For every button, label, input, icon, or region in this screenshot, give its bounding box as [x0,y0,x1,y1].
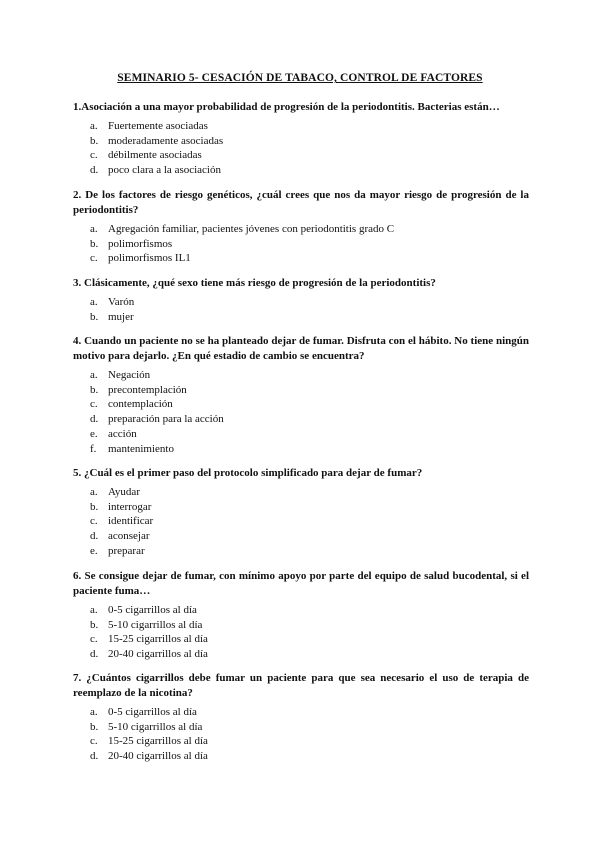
option-list [73,603,529,662]
option-text: 5-10 cigarrillos al día [108,720,203,733]
question-text: 5. ¿Cuál es el primer paso del protocolo simplificado para dejar de fumar? [73,467,423,479]
option-letter: c. [90,515,98,528]
option-letter: a. [90,296,98,308]
question-5 [73,466,529,559]
option-text: identificar [108,515,154,528]
option-letter: b. [90,383,99,396]
option-item [73,119,529,134]
option-text: 0-5 cigarrillos al día [108,604,197,616]
option-letter: e. [90,544,98,557]
option-item [73,163,529,178]
page-title: SEMINARIO 5- CESACIÓN DE TABACO, CONTROL DE FACTORES [117,72,483,84]
option-item [73,720,529,735]
option-list [73,222,529,266]
option-letter: a. [90,706,98,718]
question-7 [73,671,529,764]
option-text: 0-5 cigarrillos al día [108,706,197,718]
option-item [73,368,529,383]
question-text: 3. Clásicamente, ¿qué sexo tiene más riesgo de progresión de la periodontitis? [73,277,436,289]
option-list [73,295,529,324]
option-item [73,295,529,310]
option-item [73,383,529,398]
option-item [73,485,529,500]
option-item [73,148,529,163]
option-letter: b. [90,720,99,733]
option-text: aconsejar [108,530,150,543]
option-text: poco clara a la asociación [108,164,221,177]
option-letter: c. [90,149,98,162]
question-text: 2. De los factores de riesgo genéticos, ¿cuál crees que nos da mayor riesgo de progresión de la periodontitis? [73,189,529,216]
option-letter: a. [90,486,98,498]
option-item [73,632,529,647]
option-item [73,397,529,412]
option-letter: b. [90,134,99,147]
option-letter: d. [90,530,99,543]
option-text: mujer [108,310,134,323]
question-text: 6. Se consigue dejar de fumar, con mínimo apoyo por parte del equipo de salud bucodental, si el paciente fuma… [73,570,529,597]
option-list [73,705,529,764]
option-text: polimorfismos IL1 [108,252,191,265]
question-3 [73,276,529,324]
question-text: 1.Asociación a una mayor probabilidad de progresión de la periodontitis. Bacterias están… [73,101,500,113]
option-letter: c. [90,398,98,411]
option-text: interrogar [108,500,152,513]
option-item [73,514,529,529]
option-item [73,412,529,427]
option-text: polimorfismos [108,237,173,250]
question-1 [73,100,529,178]
option-text: 5-10 cigarrillos al día [108,618,203,631]
option-letter: a. [90,604,98,616]
question-4 [73,334,529,456]
option-text: Negación [108,369,151,381]
option-list [73,368,529,456]
option-text: Ayudar [108,486,140,498]
option-text: precontemplación [108,383,187,396]
option-text: débilmente asociadas [108,149,202,162]
option-letter: b. [90,618,99,631]
option-letter: d. [90,750,99,763]
option-letter: b. [90,500,99,513]
question-2 [73,188,529,266]
option-letter: c. [90,735,98,748]
option-item [73,603,529,618]
option-list [73,119,529,178]
option-item [73,749,529,764]
option-item [73,222,529,237]
option-letter: c. [90,633,98,646]
option-text: contemplación [108,398,173,411]
option-letter: c. [90,252,98,265]
option-letter: d. [90,413,99,426]
option-letter: a. [90,369,98,381]
option-item [73,529,529,544]
option-item [73,310,529,325]
option-item [73,618,529,633]
option-item [73,647,529,662]
option-item [73,544,529,559]
option-letter: a. [90,223,98,235]
option-text: preparar [108,544,145,557]
option-letter: f. [90,442,97,455]
option-text: acción [108,427,137,440]
option-text: moderadamente asociadas [108,134,224,147]
option-text: preparación para la acción [108,413,224,426]
question-text: 4. Cuando un paciente no se ha planteado dejar de fumar. Disfruta con el hábito. No tiene ningún motivo para dejarlo. ¿En qué estadio de cambio se encuentra? [73,335,529,362]
option-text: 20-40 cigarrillos al día [108,750,208,763]
option-item [73,442,529,457]
option-text: 20-40 cigarrillos al día [108,648,208,661]
option-text: 15-25 cigarrillos al día [108,633,208,646]
question-6 [73,569,529,662]
option-item [73,251,529,266]
option-item [73,237,529,252]
question-text: 7. ¿Cuántos cigarrillos debe fumar un paciente para que sea necesario el uso de terapia de reemplazo de la nicotina? [73,672,529,699]
option-letter: e. [90,427,98,440]
option-letter: a. [90,120,98,132]
option-text: mantenimiento [108,442,174,455]
option-list [73,485,529,559]
option-text: Fuertemente asociadas [108,120,208,132]
option-letter: b. [90,310,99,323]
option-item [73,705,529,720]
option-item [73,734,529,749]
option-letter: b. [90,237,99,250]
option-text: 15-25 cigarrillos al día [108,735,208,748]
option-item [73,427,529,442]
option-item [73,134,529,149]
option-text: Agregación familiar, pacientes jóvenes con periodontitis grado C [108,223,395,235]
option-item [73,500,529,515]
option-text: Varón [108,296,135,308]
option-letter: d. [90,164,99,177]
option-letter: d. [90,648,99,661]
